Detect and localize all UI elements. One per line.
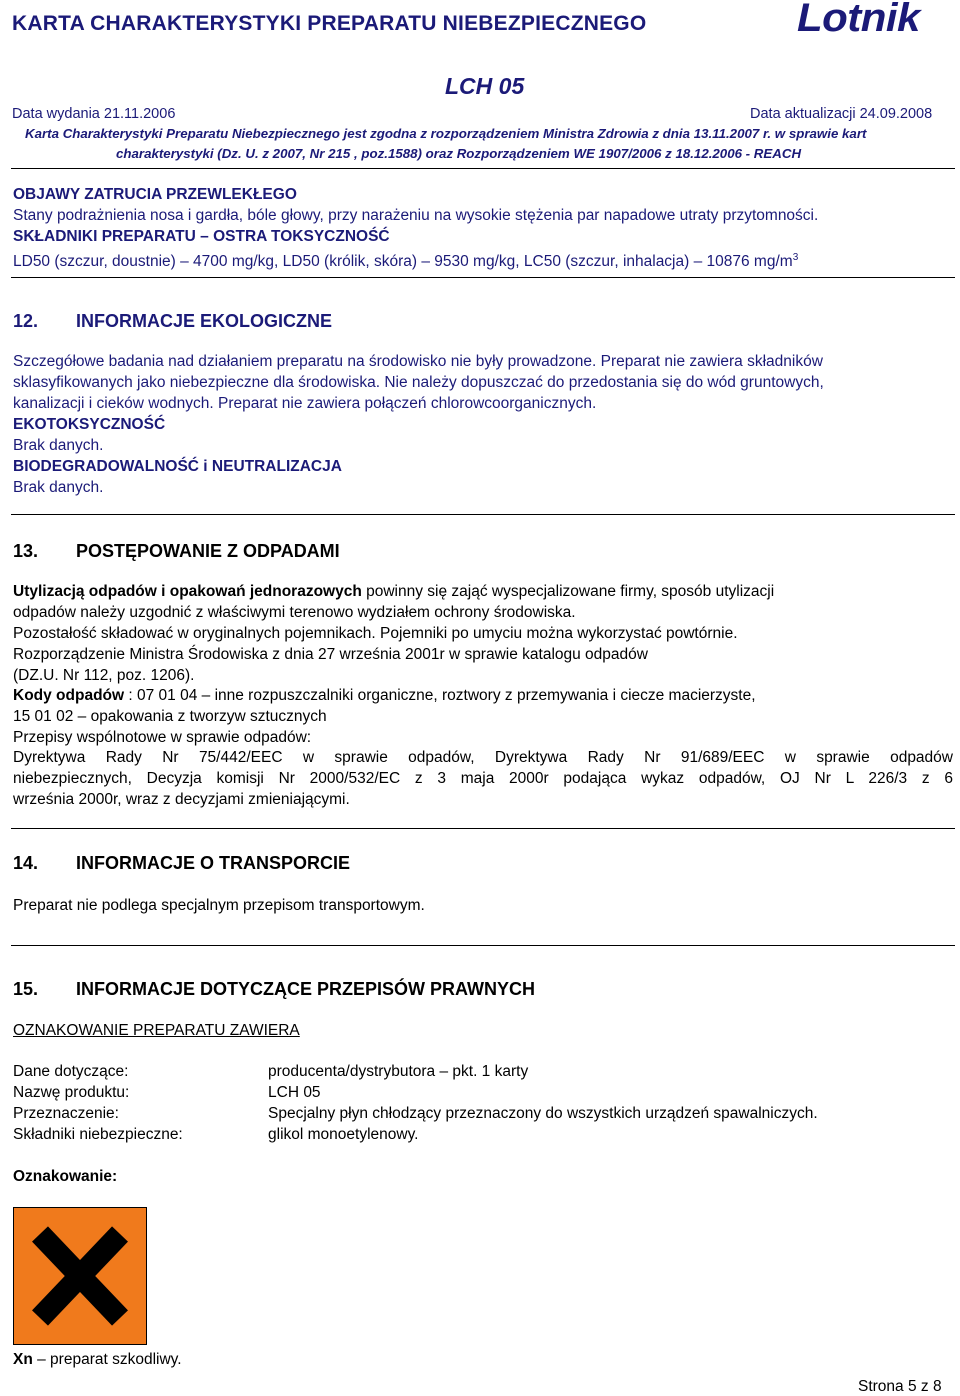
- compliance-line-2: charakterystyki (Dz. U. z 2007, Nr 215 , poz.1588) oraz Rozporządzeniem WE 1907/2006 z 18.12.2006 - REACH: [116, 146, 802, 161]
- section-12-line-3: kanalizacji i cieków wodnych. Preparat nie zawiera połączeń chlorowcoorganicznych.: [13, 395, 597, 412]
- ecotoxicity-text: Brak danych.: [13, 437, 104, 454]
- chronic-poisoning-heading: OBJAWY ZATRUCIA PRZEWLEKŁEGO: [13, 186, 297, 203]
- section-14-text: Preparat nie podlega specjalnym przepisom transportowym.: [13, 897, 425, 914]
- label-row-label: Dane dotyczące:: [13, 1063, 129, 1080]
- divider: [11, 828, 955, 829]
- label-row-label: Składniki niebezpieczne:: [13, 1126, 183, 1143]
- section-14-heading: 14. INFORMACJE O TRANSPORCIE: [13, 853, 351, 873]
- section-12-heading: 12. INFORMACJE EKOLOGICZNE: [13, 311, 333, 331]
- label-row-label: Przeznaczenie:: [13, 1105, 119, 1122]
- biodegradability-heading: BIODEGRADOWALNOŚĆ i NEUTRALIZACJA: [13, 458, 342, 475]
- issue-date: Data wydania 21.11.2006: [12, 106, 176, 122]
- acute-toxicity-heading: SKŁADNIKI PREPARATU – OSTRA TOKSYCZNOŚĆ: [13, 228, 390, 245]
- acute-toxicity-text: LD50 (szczur, doustnie) – 4700 mg/kg, LD50 (królik, skóra) – 9530 mg/kg, LC50 (szczur, inhalacja) – 10876 $mg/m^3$: [13, 252, 799, 271]
- divider: [11, 277, 955, 278]
- section-13-heading: 13. POSTĘPOWANIE Z ODPADAMI: [13, 541, 340, 561]
- harmful-hazard-icon: [13, 1207, 147, 1345]
- document-title: KARTA CHARAKTERYSTYKI PREPARATU NIEBEZPIECZNEGO: [12, 12, 647, 35]
- labeling-heading: OZNAKOWANIE PREPARATU ZAWIERA: [13, 1022, 300, 1039]
- header-divider: [11, 168, 955, 169]
- section-13-line-8: Przepisy wspólnotowe w sprawie odpadów:: [13, 729, 312, 746]
- section-15-heading: 15. INFORMACJE DOTYCZĄCE PRZEPISÓW PRAWNYCH: [13, 979, 536, 999]
- section-12-line-1: Szczegółowe badania nad działaniem preparatu na środowisko nie były prowadzone. Preparat nie zawiera składników: [13, 353, 823, 370]
- section-13-line-1: Utylizacją odpadów i opakowań jednorazowych powinny się zająć wyspecjalizowane firmy, sposób utylizacji: [13, 583, 775, 600]
- section-13-line-9: Dyrektywa Rady Nr 75/442/EEC w sprawie odpadów, Dyrektywa Rady Nr 91/689/EEC w sprawie odpadów: [13, 749, 953, 766]
- section-13-line-7: 15 01 02 – opakowania z tworzyw sztucznych: [13, 708, 327, 725]
- section-13-line-2: odpadów należy uzgodnić z właściwymi terenowo wydziałem ochrony środowiska.: [13, 604, 576, 621]
- label-row-value: glikol monoetylenowy.: [268, 1126, 419, 1143]
- label-row-value: producenta/dystrybutora – pkt. 1 karty: [268, 1063, 529, 1080]
- ecotoxicity-heading: EKOTOKSYCZNOŚĆ: [13, 416, 166, 433]
- section-12-line-2: sklasyfikowanych jako niebezpieczne dla środowiska. Nie należy dopuszczać do przedostania się do wód gruntowych,: [13, 374, 824, 391]
- section-13-line-11: września 2000r, wraz z decyzjami zmieniającymi.: [13, 791, 350, 808]
- label-row-label: Nazwę produktu:: [13, 1084, 130, 1101]
- marking-label: Oznakowanie:: [13, 1168, 118, 1185]
- waste-codes-line: Kody odpadów : 07 01 04 – inne rozpuszczalniki organiczne, roztwory z przemywania i ciecze macierzyste,: [13, 687, 756, 704]
- hazard-caption: Xn – preparat szkodliwy.: [13, 1351, 182, 1368]
- divider: [11, 514, 955, 515]
- biodegradability-text: Brak danych.: [13, 479, 104, 496]
- divider: [11, 945, 955, 946]
- company-logo: Lotnik: [797, 0, 920, 40]
- page-number: Strona 5 z 8: [858, 1378, 942, 1395]
- update-date: Data aktualizacji 24.09.2008: [750, 106, 933, 122]
- compliance-line-1: Karta Charakterystyki Preparatu Niebezpiecznego jest zgodna z rozporządzeniem Ministra Zdrowia z dnia 13.11.2007 r. w sprawie kart: [25, 126, 867, 141]
- product-code: LCH 05: [445, 73, 525, 99]
- label-row-value: LCH 05: [268, 1084, 321, 1101]
- section-13-line-3: Pozostałość składować w oryginalnych pojemnikach. Pojemniki po umyciu można wykorzystać powtórnie.: [13, 625, 738, 642]
- section-13-line-4: Rozporządzenie Ministra Środowiska z dnia 27 września 2001r w sprawie katalogu odpadów: [13, 646, 648, 663]
- section-13-line-5: (DZ.U. Nr 112, poz. 1206).: [13, 667, 195, 684]
- chronic-poisoning-text: Stany podrażnienia nosa i gardła, bóle głowy, przy narażeniu na wysokie stężenia par napadowe utraty przytomności.: [13, 207, 819, 224]
- label-row-value: Specjalny płyn chłodzący przeznaczony do wszystkich urządzeń spawalniczych.: [268, 1105, 818, 1122]
- section-13-line-10: niebezpiecznych, Decyzja komisji Nr 2000/532/EC z 3 maja 2000r podająca wykaz odpadów, OJ Nr L 226/3 z 6: [13, 770, 953, 787]
